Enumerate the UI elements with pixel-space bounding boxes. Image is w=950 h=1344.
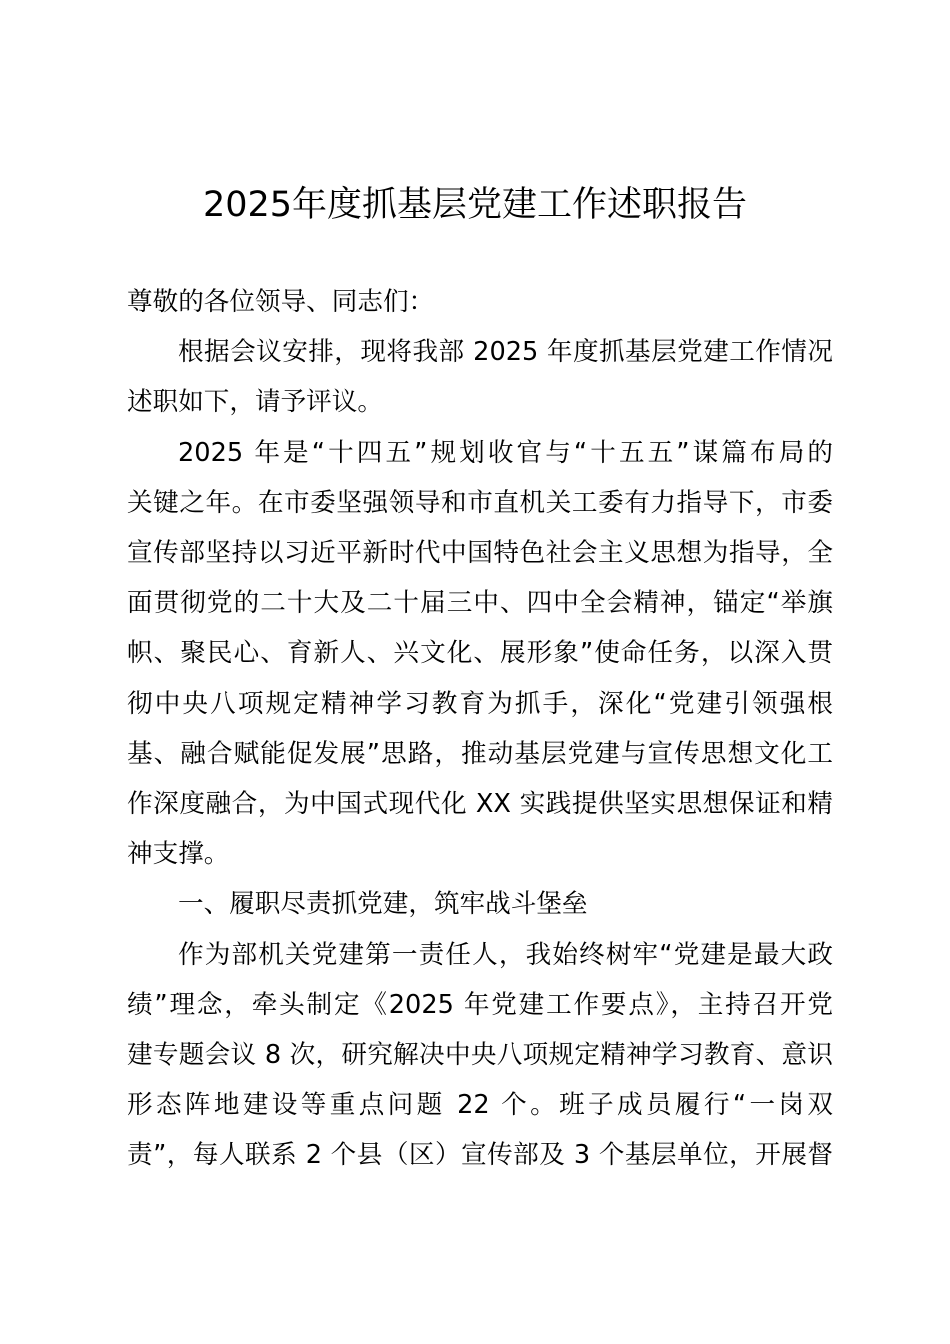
section-heading-text: 一、履职尽责抓党建，筑牢战斗堡垒	[178, 889, 588, 920]
text-line: 宣传部坚持以习近平新时代中国特色社会主义思想为指导，全	[127, 538, 833, 569]
text-line: 形态阵地建设等重点问题 22 个。班子成员履行“一岗双	[127, 1090, 833, 1121]
text-line: 基、融合赋能促发展”思路，推动基层党建与宣传思想文化工	[127, 738, 833, 769]
text-line: 述职如下，请予评议。	[127, 387, 383, 418]
document-title: 2025年度抓基层党建工作述职报告	[202, 185, 748, 225]
text-line: 根据会议安排，现将我部 2025 年度抓基层党建工作情况	[178, 337, 833, 368]
text-line: 作为部机关党建第一责任人，我始终树牢“党建是最大政	[178, 939, 833, 970]
text-line: 2025 年是“十四五”规划收官与“十五五”谋篇布局的	[178, 437, 833, 468]
text-line: 责”，每人联系 2 个县（区）宣传部及 3 个基层单位，开展督	[127, 1140, 833, 1171]
text-line: 彻中央八项规定精神学习教育为抓手，深化“党建引领强根	[127, 688, 833, 719]
text-line: 绩”理念，牵头制定《2025 年党建工作要点》，主持召开党	[127, 989, 833, 1020]
text-line: 关键之年。在市委坚强领导和市直机关工委有力指导下，市委	[127, 487, 833, 518]
text-line: 作深度融合，为中国式现代化 XX 实践提供坚实思想保证和精	[127, 789, 833, 820]
document-body	[127, 277, 833, 1181]
paragraph-overview	[127, 428, 833, 880]
section-heading-1	[127, 879, 833, 929]
paragraph-intro	[127, 327, 833, 427]
text-line: 面贯彻党的二十大及二十届三中、四中全会精神，锚定“举旗	[127, 588, 833, 619]
salutation: 尊敬的各位领导、同志们：	[127, 287, 435, 317]
text-line: 建专题会议 8 次，研究解决中央八项规定精神学习教育、意识	[127, 1040, 833, 1071]
text-line: 神支撑。	[127, 839, 230, 870]
text-line: 帜、聚民心、育新人、兴文化、展形象”使命任务，以深入贯	[127, 638, 833, 669]
paragraph-section-1	[127, 930, 833, 1181]
